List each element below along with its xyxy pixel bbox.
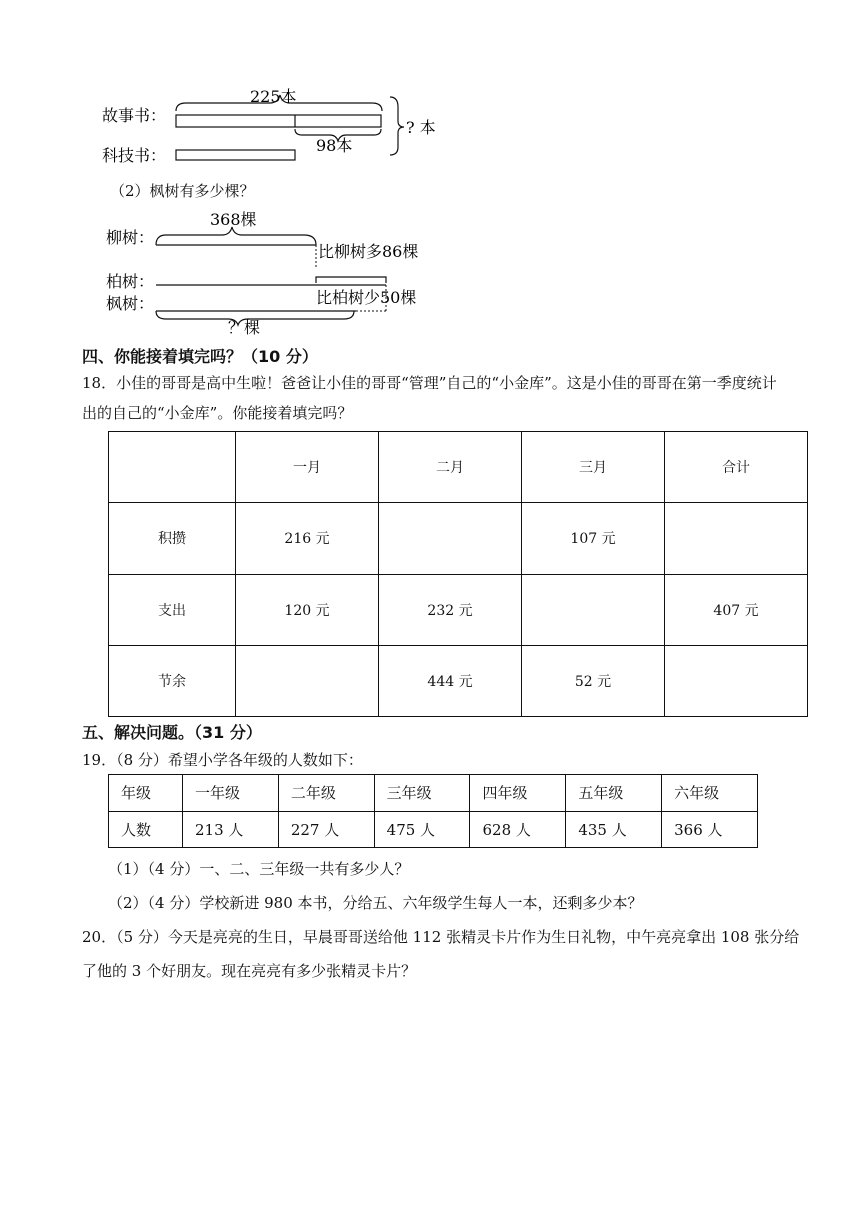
q20-line1: 20．（5 分）今天是亮亮的生日，早晨哥哥送给他 112 张精灵卡片作为生日礼物，中午亮亮拿出 108 张分给 bbox=[82, 928, 800, 946]
maple-brace-label: ？棵 bbox=[228, 318, 261, 337]
table-cell: 二年级 bbox=[278, 775, 374, 812]
table-row bbox=[109, 503, 808, 574]
cypress-label: 柏树： bbox=[106, 272, 155, 291]
table-cell-blank[interactable] bbox=[665, 503, 808, 574]
right-brace bbox=[390, 97, 404, 155]
table-cell: 52 元 bbox=[522, 645, 665, 716]
header-cell: 二月 bbox=[379, 432, 522, 503]
table-cell: 628 人 bbox=[470, 811, 566, 848]
table-cell: 120 元 bbox=[236, 574, 379, 645]
table-cell: 475 人 bbox=[374, 811, 470, 848]
story-book-label: 故事书： bbox=[102, 106, 167, 125]
table-cell: 一年级 bbox=[183, 775, 279, 812]
header-cell bbox=[109, 432, 236, 503]
top-brace-label: 225本 bbox=[250, 87, 297, 106]
q18-line2: 出的自己的“小金库”。你能接着填完吗？ bbox=[82, 404, 353, 422]
maple-label: 枫树： bbox=[106, 294, 155, 313]
table-row bbox=[109, 811, 758, 848]
science-book-label: 科技书： bbox=[102, 146, 167, 165]
table-cell: 四年级 bbox=[470, 775, 566, 812]
story-book-bar bbox=[176, 115, 381, 127]
table-cell: 213 人 bbox=[183, 811, 279, 848]
table-cell: 366 人 bbox=[662, 811, 758, 848]
header-cell: 三月 bbox=[522, 432, 665, 503]
row-label: 节余 bbox=[109, 645, 236, 716]
table-cell: 232 元 bbox=[379, 574, 522, 645]
book-comparison-diagram bbox=[100, 85, 460, 170]
table-cell: 人数 bbox=[109, 811, 183, 848]
row-label: 支出 bbox=[109, 574, 236, 645]
savings-table bbox=[108, 431, 808, 717]
students-table bbox=[108, 774, 758, 848]
q19-sub2: （2）（4 分）学校新进 980 本书，分给五、六年级学生每人一本，还剩多少本？ bbox=[108, 894, 643, 912]
table-cell: 五年级 bbox=[566, 775, 662, 812]
science-book-bar bbox=[176, 150, 295, 160]
table-cell: 407 元 bbox=[665, 574, 808, 645]
table-cell: 227 人 bbox=[278, 811, 374, 848]
header-cell: 一月 bbox=[236, 432, 379, 503]
willow-brace bbox=[156, 227, 316, 245]
section-4-title: 四、你能接着填完吗？（10 分） bbox=[82, 347, 318, 366]
table-header-row bbox=[109, 432, 808, 503]
row-label: 积攒 bbox=[109, 503, 236, 574]
table-cell: 六年级 bbox=[662, 775, 758, 812]
q20-line2: 了他的 3 个好朋友。现在亮亮有多少张精灵卡片？ bbox=[82, 962, 417, 980]
table-cell: 三年级 bbox=[374, 775, 470, 812]
table-cell: 216 元 bbox=[236, 503, 379, 574]
q17-sub2: （2）枫树有多少棵？ bbox=[110, 182, 255, 200]
willow-brace-label: 368棵 bbox=[210, 210, 257, 229]
header-cell: 合计 bbox=[665, 432, 808, 503]
table-cell-blank[interactable] bbox=[522, 574, 665, 645]
table-cell-blank[interactable] bbox=[379, 503, 522, 574]
right-brace-label: ? 本 bbox=[406, 118, 436, 137]
right-label-2: 比柏树少50棵 bbox=[316, 288, 417, 307]
right-label-1: 比柳树多86棵 bbox=[318, 242, 419, 261]
table-row bbox=[109, 775, 758, 812]
q19-sub1: （1）（4 分）一、二、三年级一共有多少人？ bbox=[108, 860, 410, 878]
table-row bbox=[109, 574, 808, 645]
table-cell: 年级 bbox=[109, 775, 183, 812]
table-cell-blank[interactable] bbox=[236, 645, 379, 716]
table-row bbox=[109, 645, 808, 716]
q19-intro: 19．（8 分）希望小学各年级的人数如下： bbox=[82, 751, 363, 769]
table-cell: 435 人 bbox=[566, 811, 662, 848]
section-5-title: 五、解决问题。（31 分） bbox=[82, 723, 262, 742]
middle-brace-label: 98本 bbox=[316, 136, 353, 155]
willow-label: 柳树： bbox=[106, 228, 155, 247]
table-cell: 444 元 bbox=[379, 645, 522, 716]
table-cell: 107 元 bbox=[522, 503, 665, 574]
q18-line1: 18．小佳的哥哥是高中生啦！爸爸让小佳的哥哥“管理”自己的“小金库”。这是小佳的哥哥在第一季度统计 bbox=[82, 374, 777, 392]
tree-comparison-diagram bbox=[104, 205, 454, 340]
table-cell-blank[interactable] bbox=[665, 645, 808, 716]
